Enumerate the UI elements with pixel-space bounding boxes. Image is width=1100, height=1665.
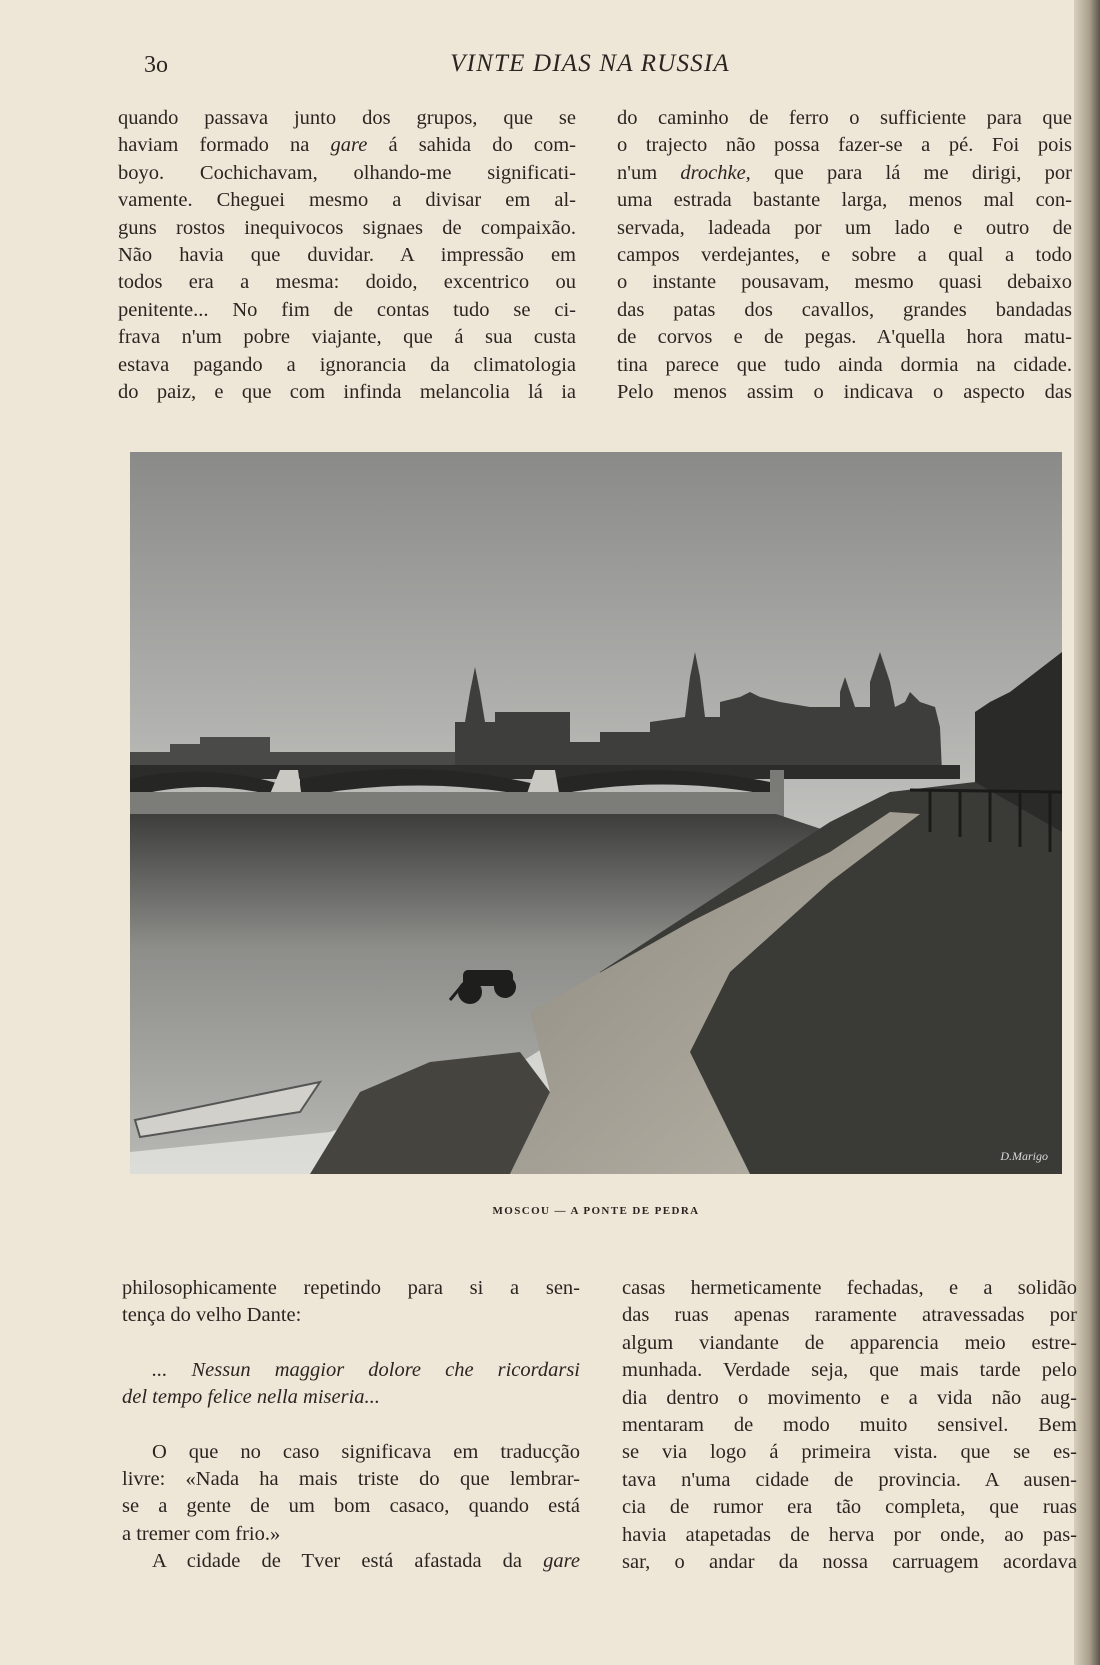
text-line: boyo. Cochichavam, olhando-me significati- bbox=[118, 161, 576, 184]
text-line: Pelo menos assim o indicava o aspecto das bbox=[617, 381, 1072, 404]
text-line: livre: «Nada ha mais triste do que lembrar- bbox=[122, 1468, 580, 1491]
text-line: estava pagando a ignorancia da climatologia bbox=[118, 353, 576, 376]
text-line: se via logo á primeira vista. que se es- bbox=[622, 1441, 1077, 1464]
quote-line: del tempo felice nella miseria... bbox=[122, 1386, 380, 1409]
text-line: tina parece que tudo ainda dormia na cidade. bbox=[617, 353, 1072, 376]
text-line: se a gente de um bom casaco, quando está bbox=[122, 1495, 580, 1518]
text-line: penitente... No fim de contas tudo se ci- bbox=[118, 298, 576, 321]
text-column-top-right bbox=[617, 105, 1072, 406]
text-line: das patas dos cavallos, grandes bandadas bbox=[617, 298, 1072, 321]
photo-moscow-stone-bridge bbox=[130, 452, 1062, 1174]
text-line: casas hermeticamente fechadas, e a solidão bbox=[622, 1277, 1077, 1299]
text-line: vamente. Cheguei mesmo a divisar em al- bbox=[118, 189, 576, 212]
figure-caption: MOSCOU — A PONTE DE PEDRA bbox=[492, 1205, 700, 1217]
text-line: guns rostos inequivocos signaes de compaixão. bbox=[118, 216, 576, 239]
text-column-bottom-left bbox=[122, 1275, 580, 1576]
text-line: servada, ladeada por um lado e outro de bbox=[617, 216, 1072, 239]
text-line: todos era a mesma: doido, excentrico ou bbox=[118, 271, 576, 294]
text-line: tença do velho Dante: bbox=[122, 1304, 302, 1327]
text-line: haviam formado na gare á sahida do com- bbox=[118, 134, 577, 157]
text-column-top-left bbox=[118, 105, 576, 406]
text-line: campos verdejantes, e sobre a qual a todo bbox=[617, 244, 1072, 267]
text-line: dia dentro o movimento e a vida não aug- bbox=[622, 1386, 1077, 1409]
text-line: uma estrada bastante larga, menos mal con- bbox=[617, 189, 1072, 212]
running-title: VINTE DIAS NA RUSSIA bbox=[450, 50, 730, 77]
text-column-bottom-right bbox=[622, 1275, 1077, 1576]
text-line: o instante pousavam, mesmo quasi debaixo bbox=[617, 271, 1072, 294]
text-line: Não havia que duvidar. A impressão em bbox=[118, 244, 576, 267]
text-line: O que no caso significava em traducção bbox=[152, 1440, 580, 1463]
plate-engraver-mark: D.Marigo bbox=[1000, 1149, 1048, 1163]
text-line: do caminho de ferro o sufficiente para que bbox=[617, 107, 1072, 129]
text-line: quando passava junto dos grupos, que se bbox=[118, 107, 576, 129]
page-number: 3o bbox=[144, 52, 168, 78]
text-line: mentaram de modo muito sensivel. Bem bbox=[622, 1414, 1077, 1437]
text-line: algum viandante de apparencia meio estre- bbox=[622, 1331, 1077, 1354]
text-line: sar, o andar da nossa carruagem acordava bbox=[622, 1551, 1077, 1574]
text-line: do paiz, e que com infinda melancolia lá ia bbox=[118, 381, 576, 404]
text-line: a tremer com frio.» bbox=[122, 1522, 281, 1545]
text-line: cia de rumor era tão completa, que ruas bbox=[622, 1496, 1077, 1519]
text-line: n'um drochke, que para lá me dirigi, por bbox=[617, 161, 1073, 184]
text-line: munhada. Verdade seja, que mais tarde pelo bbox=[622, 1359, 1077, 1382]
text-line: frava n'um pobre viajante, que á sua custa bbox=[118, 326, 576, 349]
text-line: havia atapetadas de herva por onde, ao pas- bbox=[622, 1523, 1077, 1546]
text-line: philosophicamente repetindo para si a sen- bbox=[122, 1277, 580, 1299]
text-line: de corvos e de pegas. A'quella hora matu- bbox=[617, 326, 1072, 349]
text-line: o trajecto não possa fazer-se a pé. Foi pois bbox=[617, 134, 1072, 157]
text-line: tava n'uma cidade de provincia. A ausen- bbox=[622, 1468, 1077, 1491]
text-line: das ruas apenas raramente atravessadas por bbox=[622, 1304, 1077, 1327]
page-edge-shadow bbox=[1074, 0, 1100, 1665]
photo-illustration bbox=[130, 452, 1062, 1174]
text-line: A cidade de Tver está afastada da gare bbox=[152, 1550, 580, 1573]
quote-line: ... Nessun maggior dolore che ricordarsi bbox=[152, 1358, 580, 1381]
